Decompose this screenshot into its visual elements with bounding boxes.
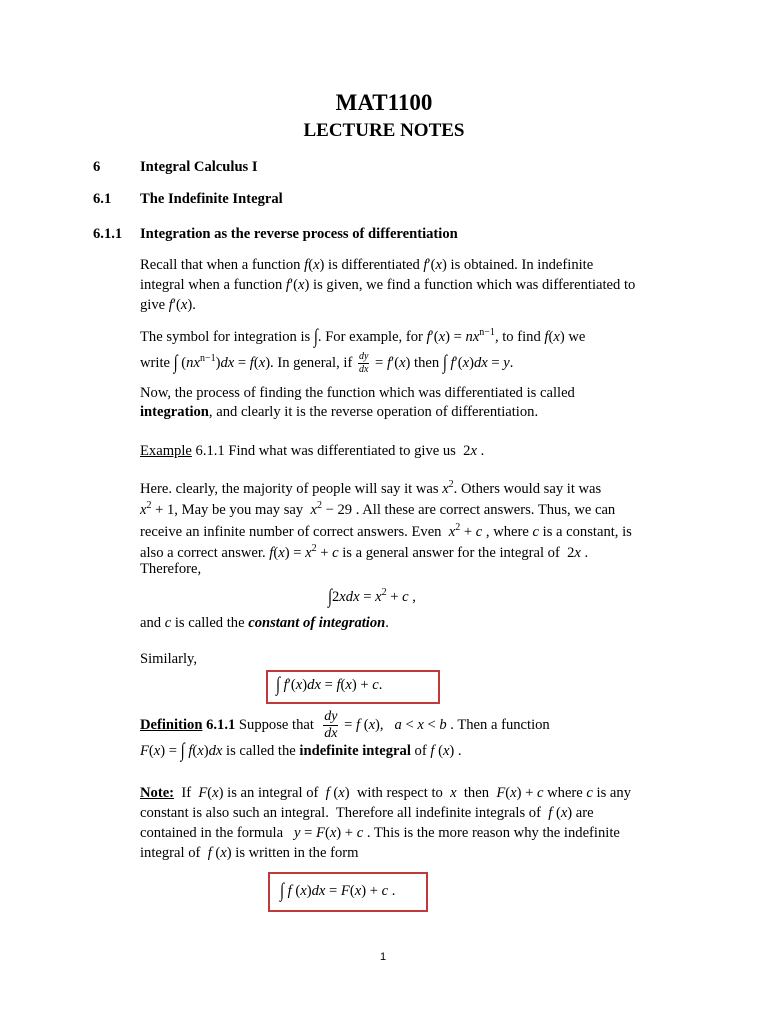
paragraph-integration-line: Now, the process of finding the function which was differentiated is called <box>140 385 575 401</box>
section-title: Integral Calculus I <box>140 159 258 175</box>
paragraph-symbol-line: write ∫ $(nx^{n-1})dx = f(x)$. In general, if $\frac{dy}{dx}$ = f′(x) then ∫ f′(x)dx = y. <box>140 351 514 376</box>
example-answer-line: receive an infinite number of correct answers. Even $x^2 + c$ , where c is a constant, is <box>140 522 632 540</box>
page-number: 1 <box>380 951 387 963</box>
lecture-notes-heading: LECTURE NOTES <box>303 120 465 141</box>
boxed-equation-indefinite-text: ∫ f (x)dx = F(x) + c . <box>280 880 396 902</box>
equation-integral-2x: $\int 2xdx = x^2 + c$ , <box>328 586 416 608</box>
example-answer-line: $x^2 + 1$, May be you may say $x^2 - 29$ . All these are correct answers. Thus, we can <box>140 500 616 518</box>
note-line: constant is also such an integral. Therefore all indefinite integrals of f (x) are <box>140 805 594 821</box>
note-line: contained in the formula y = F(x) + c . This is the more reason why the indefinite <box>140 825 620 841</box>
similarly-line: Similarly, <box>140 651 198 667</box>
definition-statement: Definition 6.1.1 Suppose that $\frac{dy}{dx}$ = f (x), a < x < b . Then a function <box>140 709 550 741</box>
constant-of-integration-line: and c is called the constant of integration. <box>140 615 389 631</box>
note-line: Note: If F(x) is an integral of f (x) with respect to x then F(x) + c where c is any <box>140 785 632 801</box>
course-title: MAT1100 <box>335 90 433 115</box>
paragraph-recall-line: integral when a function f′(x) is given, we find a function which was differentiated to <box>140 277 636 293</box>
example-answer-line: Here. clearly, the majority of people will say it was $x^2$. Others would say it was <box>140 479 602 497</box>
note-line: integral of f (x) is written in the form <box>140 845 359 861</box>
boxed-equation-general-text: ∫ f′(x)dx = f(x) + c. <box>276 674 383 696</box>
example-answer-line: also a correct answer. $f(x) = x^2 + c$ is a general answer for the integral of 2x . <box>140 543 589 561</box>
subsubsection-title: Integration as the reverse process of differentiation <box>140 226 458 242</box>
paragraph-symbol-line: The symbol for integration is ∫. For example, for $f'(x) = nx^{n-1}$, to find f(x) we <box>140 326 586 348</box>
definition-statement: F(x) = ∫ f(x)dx is called the indefinite integral of f (x) . <box>140 740 462 762</box>
section-number: 6 <box>93 159 101 175</box>
paragraph-recall-line: give f′(x). <box>140 297 196 313</box>
example-statement: Example 6.1.1 Find what was differentiated to give us 2x . <box>140 443 485 459</box>
subsubsection-number: 6.1.1 <box>93 226 123 242</box>
paragraph-recall-line: Recall that when a function f(x) is differentiated f′(x) is obtained. In indefinite <box>140 257 594 273</box>
subsection-number: 6.1 <box>93 191 112 207</box>
subsection-title: The Indefinite Integral <box>140 191 283 207</box>
paragraph-integration-line: integration, and clearly it is the reverse operation of differentiation. <box>140 404 539 420</box>
example-answer-line: Therefore, <box>140 561 202 577</box>
